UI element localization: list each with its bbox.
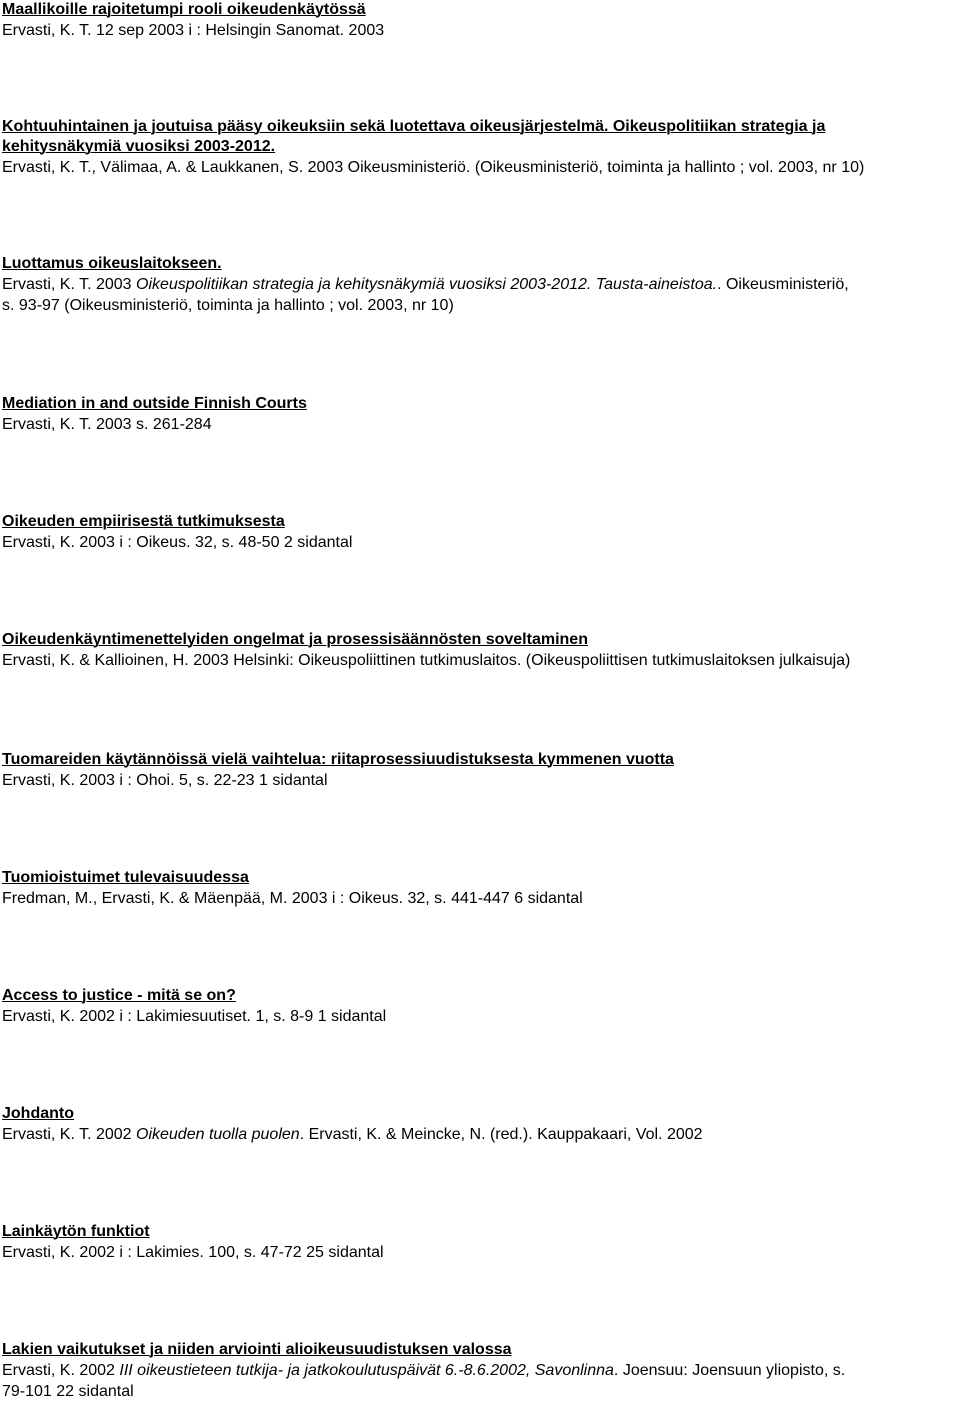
citation-text: Ervasti, K. 2002 i : Lakimiesuutiset. 1, s. 8-9 1 sidantal bbox=[2, 1008, 387, 1025]
publication-title-link[interactable]: Mediation in and outside Finnish Courts bbox=[2, 395, 307, 412]
publication-title-link[interactable]: Tuomioistuimet tulevaisuudessa bbox=[2, 869, 249, 886]
publication-title-link[interactable]: Lakien vaikutukset ja niiden arviointi alioikeusuudistuksen valossa bbox=[2, 1341, 512, 1358]
publication-citation bbox=[2, 157, 952, 178]
publication-citation bbox=[2, 1381, 952, 1402]
publication-citation bbox=[2, 414, 952, 435]
publication-entry bbox=[2, 986, 952, 1027]
publication-citation bbox=[2, 532, 952, 553]
publication-entry bbox=[2, 750, 952, 791]
publication-title-link[interactable]: Access to justice - mitä se on? bbox=[2, 987, 236, 1004]
publication-title-link-continued[interactable]: kehitysnäkymiä vuosiksi 2003-2012. bbox=[2, 138, 276, 155]
publication-citation bbox=[2, 650, 952, 671]
publication-citation bbox=[2, 1006, 952, 1027]
publication-title-link[interactable]: Oikeuden empiirisestä tutkimuksesta bbox=[2, 513, 285, 530]
publication-title-link[interactable]: Lainkäytön funktiot bbox=[2, 1223, 150, 1240]
publication-citation bbox=[2, 295, 952, 316]
citation-text: Ervasti, K. 2003 i : Ohoi. 5, s. 22-23 1 sidantal bbox=[2, 772, 328, 789]
publication-entry bbox=[2, 1222, 952, 1263]
citation-text: . Joensuu: Joensuun yliopisto, s. bbox=[613, 1362, 846, 1379]
citation-text: Ervasti, K. 2003 i : Oikeus. 32, s. 48-50 2 sidantal bbox=[2, 534, 353, 551]
publication-entry bbox=[2, 0, 952, 41]
publication-entry bbox=[2, 630, 952, 671]
publication-entry bbox=[2, 1104, 952, 1145]
publication-title-link[interactable]: Tuomareiden käytännöissä vielä vaihtelua: riitaprosessiuudistuksesta kymmenen vuotta bbox=[2, 751, 674, 768]
publication-title-link[interactable]: Johdanto bbox=[2, 1105, 74, 1122]
citation-text: 79-101 22 sidantal bbox=[2, 1383, 134, 1400]
citation-text: Ervasti, K. & Kallioinen, H. 2003 Helsinki: Oikeuspoliittinen tutkimuslaitos. (Oikeuspoliittisen tutkimuslaitoksen julkaisuja) bbox=[2, 652, 851, 669]
publication-entry bbox=[2, 394, 952, 435]
citation-text: Ervasti, K. T. 2003 s. 261-284 bbox=[2, 416, 212, 433]
publication-entry bbox=[2, 254, 952, 316]
publication-citation bbox=[2, 1242, 952, 1263]
citation-text: . Ervasti, K. & Meincke, N. (red.). Kauppakaari, Vol. 2002 bbox=[299, 1126, 703, 1143]
citation-text: Ervasti, K. T. 2002 bbox=[2, 1126, 136, 1143]
citation-text: Ervasti, K. T. 12 sep 2003 i : Helsingin Sanomat. 2003 bbox=[2, 22, 385, 39]
citation-source-italic: III oikeustieteen tutkija- ja jatkokoulutuspäivät 6.-8.6.2002, Savonlinna bbox=[119, 1362, 614, 1379]
publication-citation bbox=[2, 888, 952, 909]
publication-title-link[interactable]: Kohtuuhintainen ja joutuisa pääsy oikeuksiin sekä luotettava oikeusjärjestelmä. Oikeuspolitiikan strategia ja bbox=[2, 118, 826, 135]
citation-text: s. 93-97 (Oikeusministeriö, toiminta ja hallinto ; vol. 2003, nr 10) bbox=[2, 297, 454, 314]
citation-text: . Oikeusministeriö, bbox=[717, 276, 849, 293]
publication-title-link[interactable]: Luottamus oikeuslaitokseen. bbox=[2, 255, 222, 272]
publication-entry bbox=[2, 1340, 952, 1402]
publication-citation bbox=[2, 1360, 952, 1381]
citation-text: Ervasti, K. 2002 i : Lakimies. 100, s. 47-72 25 sidantal bbox=[2, 1244, 384, 1261]
publication-citation bbox=[2, 1124, 952, 1145]
publication-title-link[interactable]: Maallikoille rajoitetumpi rooli oikeudenkäytössä bbox=[2, 1, 366, 18]
publication-entry bbox=[2, 512, 952, 553]
publication-title-link[interactable]: Oikeudenkäyntimenettelyiden ongelmat ja prosessisäännösten soveltaminen bbox=[2, 631, 588, 648]
citation-source-italic: Oikeuden tuolla puolen bbox=[136, 1126, 300, 1143]
publication-entry bbox=[2, 117, 952, 178]
publication-citation bbox=[2, 274, 952, 295]
publication-citation bbox=[2, 770, 952, 791]
citation-text: Fredman, M., Ervasti, K. & Mäenpää, M. 2003 i : Oikeus. 32, s. 441-447 6 sidantal bbox=[2, 890, 583, 907]
citation-source-italic: Oikeuspolitiikan strategia ja kehitysnäkymiä vuosiksi 2003-2012. Tausta-aineistoa. bbox=[136, 276, 718, 293]
citation-text: Ervasti, K. 2002 bbox=[2, 1362, 120, 1379]
citation-text: Ervasti, K. T. 2003 bbox=[2, 276, 136, 293]
publication-citation bbox=[2, 20, 952, 41]
publication-entry bbox=[2, 868, 952, 909]
citation-text: Ervasti, K. T., Välimaa, A. & Laukkanen, S. 2003 Oikeusministeriö. (Oikeusministeriö, toiminta ja hallinto ; vol. 2003, nr 10) bbox=[2, 159, 865, 176]
